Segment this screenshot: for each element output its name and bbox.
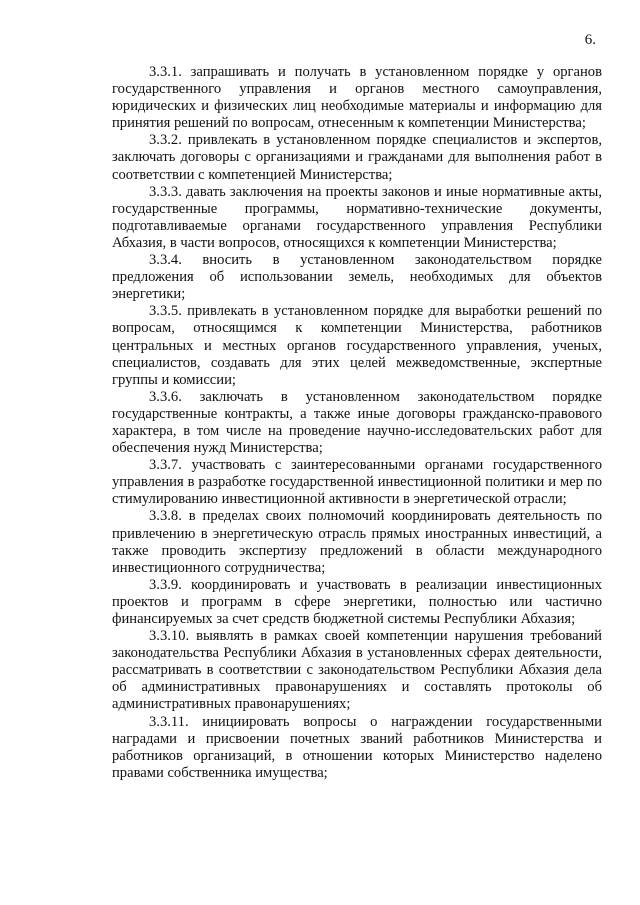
paragraph-3-3-7: 3.3.7. участвовать с заинтересованными органами государственного управления в разработке государственной инвестиционной политики и мер по стимулированию инвестиционной активности в энергетической отрасли; [112, 457, 602, 508]
document-body [112, 64, 602, 782]
paragraph-3-3-6: 3.3.6. заключать в установленном законодательством порядке государственные контракты, а также иные договоры гражданско-правового характера, в том числе на проведение научно-исследовательских работ для обеспечения нужд Министерства; [112, 388, 602, 457]
paragraph-3-3-3: 3.3.3. давать заключения на проекты законов и иные нормативные акты, государственные программы, нормативно-технические документы, подготавливаемые органами государственного управления Республики Абхазия, в части вопросов, относящихся к компетенции Министерства; [112, 183, 602, 251]
paragraph-3-3-4: 3.3.4. вносить в установленном законодательством порядке предложения об использовании земель, необходимых для объектов энергетики; [112, 252, 602, 303]
paragraph-3-3-11: 3.3.11. инициировать вопросы о награждении государственными наградами и присвоении почетных званий работников Министерства и работников организаций, в отношении которых Министерство наделено правами собственника имущества; [112, 713, 602, 781]
paragraph-3-3-9: 3.3.9. координировать и участвовать в реализации инвестиционных проектов и программ в сфере энергетики, полностью или частично финансируемых за счет средств бюджетной системы Республики Абхазия; [112, 576, 602, 627]
page-number: 6. [584, 32, 596, 48]
paragraph-3-3-8: 3.3.8. в пределах своих полномочий координировать деятельность по привлечению в энергетическую отрасль прямых иностранных инвестиций, а также проводить экспертизу предложений в области международного инвестиционного сотрудничества; [112, 508, 602, 576]
paragraph-3-3-5: 3.3.5. привлекать в установленном порядке для выработки решений по вопросам, относящимся к компетенции Министерства, работников центральных и местных органов государственного управления, ученых, специалистов, создавать для этих целей межведомственные, экспертные группы и комиссии; [112, 303, 602, 388]
paragraph-3-3-2: 3.3.2. привлекать в установленном порядке специалистов и экспертов, заключать договоры с организациями и гражданами для выполнения работ в соответствии с компетенцией Министерства; [112, 132, 602, 183]
paragraph-3-3-1: 3.3.1. запрашивать и получать в установленном порядке у органов государственного управления и органов местного самоуправления, юридических и физических лиц необходимые материалы и информацию для принятия решений по вопросам, отнесенным к компетенции Министерства; [112, 64, 602, 132]
paragraph-3-3-10: 3.3.10. выявлять в рамках своей компетенции нарушения требований законодательства Республики Абхазия в установленных сферах деятельности, рассматривать в соответствии с законодательством Республики Абхазия дела об административных правонарушениях и составлять протоколы об административных правонарушениях; [112, 628, 602, 713]
